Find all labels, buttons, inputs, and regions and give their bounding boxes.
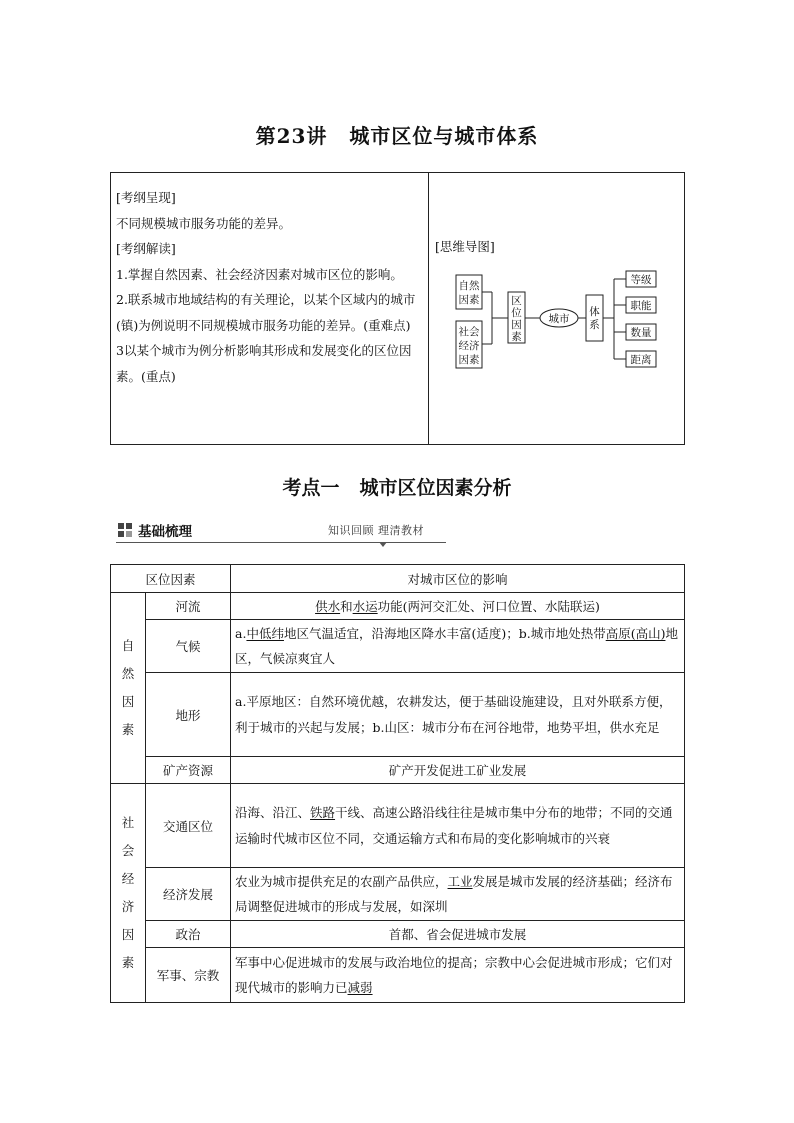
effect-cell: a.平原地区：自然环境优越，农耕发达，便于基础设施建设，且对外联系方便，利于城市的兴起与发展；b.山区：城市分布在河谷地带，地势平坦，供水充足 (231, 673, 685, 757)
mindmap-label: [思维导图] (435, 239, 495, 254)
mindmap-location-text: 位 (511, 307, 522, 319)
table-header: 对城市区位的影响 (231, 565, 685, 593)
category-char: 社 (121, 815, 135, 830)
factor-cell: 交通区位 (146, 784, 231, 868)
factor-cell: 河流 (146, 593, 231, 620)
lecture-title (0, 120, 794, 149)
effect-cell (231, 868, 685, 921)
mindmap-natural-text: 自然 (458, 280, 480, 292)
factor-cell: 地形 (146, 673, 231, 757)
effect-text: 干线、高速公路沿线往往是城市集中分布的地带；不同的交通运输时代城市区位不同，交通运输方式和布局的变化影响城市的兴衰 (235, 805, 673, 846)
mindmap-branch-text: 职能 (630, 300, 652, 312)
effect-text: 沿海、沿江、 (235, 805, 311, 820)
lecture-topic: 城市区位与城市体系 (349, 124, 539, 148)
table-row (111, 784, 685, 868)
banner-title: 基础梳理 (138, 524, 192, 540)
mindmap-social-text: 社会 (458, 326, 480, 338)
lecture-number: 第23讲 (255, 124, 328, 148)
key-term: 工业 (447, 873, 473, 889)
effect-cell (231, 620, 685, 673)
category-char: 因 (121, 927, 135, 942)
table-header-row (111, 565, 685, 593)
key-term: 减弱 (347, 980, 373, 995)
key-term: 水运 (352, 599, 378, 614)
category-char: 素 (121, 722, 135, 737)
category-char: 经 (121, 871, 135, 886)
banner (116, 518, 446, 548)
natural-category (111, 593, 146, 784)
effect-text: 农业为城市提供充足的农副产品供应， (235, 873, 448, 889)
table-row (111, 757, 685, 784)
effect-text: a. (235, 625, 247, 641)
effect-text: 发展是城市发展的经济基础；经济布局调整促进城市的形成与发展，如深圳 (235, 873, 673, 914)
factor-cell: 军事、宗教 (146, 948, 231, 1003)
syllabus-present-text: 不同规模城市服务功能的差异。 (116, 215, 292, 231)
mindmap-location-text: 区 (511, 295, 522, 307)
banner-subtitle: 知识回顾 理清教材 (328, 524, 424, 537)
effect-text: 地区，气候凉爽宜人 (235, 625, 678, 666)
table-row (111, 948, 685, 1003)
section-number: 考点一 (282, 477, 340, 499)
social-category (111, 784, 146, 1003)
syllabus-point: 2.联系城市地域结构的有关理论，以某个区域内的城市(镇)为例说明不同规模城市服务功能的差异。(重难点) (116, 292, 416, 333)
syllabus-interpret-header: [考纲解读] (116, 241, 176, 256)
table-row (111, 673, 685, 757)
factor-table (110, 564, 685, 1003)
table-row (111, 593, 685, 620)
factor-cell: 气候 (146, 620, 231, 673)
category-char: 素 (121, 955, 135, 970)
banner-rule (116, 542, 446, 543)
category-char: 会 (121, 843, 135, 858)
mindmap-social-text: 经济 (458, 340, 480, 352)
factor-cell: 政治 (146, 921, 231, 948)
syllabus-point: 3以某个城市为例分析影响其形成和发展变化的区位因素。(重点) (116, 343, 412, 384)
effect-cell: 矿产开发促进工矿业发展 (231, 757, 685, 784)
mindmap-system-text: 系 (589, 319, 600, 331)
effect-text: 功能(两河交汇处、河口位置、水陆联运) (377, 599, 600, 614)
syllabus-point: 1.掌握自然因素、社会经济因素对城市区位的影响。 (116, 266, 403, 282)
table-row (111, 868, 685, 921)
mindmap-city-text: 城市 (548, 313, 570, 325)
section-title: 城市区位因素分析 (359, 477, 512, 499)
key-term: 供水 (315, 599, 341, 614)
category-char: 自 (121, 638, 135, 653)
mindmap-branch-text: 等级 (630, 274, 652, 286)
key-term: 高原(高山) (605, 625, 666, 641)
effect-text: 和 (340, 599, 353, 614)
key-term: 中低纬 (246, 625, 284, 641)
category-char: 济 (121, 899, 135, 914)
key-term: 铁路 (310, 805, 336, 820)
mindmap-branch-text: 距离 (630, 354, 652, 366)
mindmap-location-text: 素 (511, 331, 522, 343)
effect-cell (231, 784, 685, 868)
mindmap-social-text: 因素 (458, 354, 480, 366)
effect-text: 地区气温适宜，沿海地区降水丰富(适度)；b.城市地处热带 (283, 625, 606, 641)
category-char: 然 (121, 666, 135, 681)
mindmap-natural-text: 因素 (458, 294, 480, 306)
category-char: 因 (121, 694, 135, 709)
mindmap-diagram (429, 173, 685, 444)
table-row (111, 921, 685, 948)
mindmap-system-box (586, 295, 603, 341)
effect-cell: 首都、省会促进城市发展 (231, 921, 685, 948)
mindmap-system-text: 体 (589, 306, 600, 318)
syllabus-text (111, 173, 429, 444)
effect-text: 军事中心促进城市的发展与政治地位的提高；宗教中心会促进城市形成；它们对现代城市的影响力已 (235, 954, 673, 995)
mindmap-panel (429, 173, 684, 444)
section-heading (0, 473, 794, 500)
effect-cell (231, 948, 685, 1003)
mindmap-location-text: 因 (511, 319, 522, 331)
syllabus-box (110, 172, 685, 445)
factor-cell: 矿产资源 (146, 757, 231, 784)
factor-cell: 经济发展 (146, 868, 231, 921)
banner-squares-icon (118, 523, 132, 537)
table-row (111, 620, 685, 673)
banner-pointer-icon (379, 542, 387, 547)
table-header: 区位因素 (111, 565, 231, 593)
mindmap-branch-text: 数量 (630, 327, 652, 339)
syllabus-present-header: [考纲呈现] (116, 190, 176, 205)
effect-cell (231, 593, 685, 620)
